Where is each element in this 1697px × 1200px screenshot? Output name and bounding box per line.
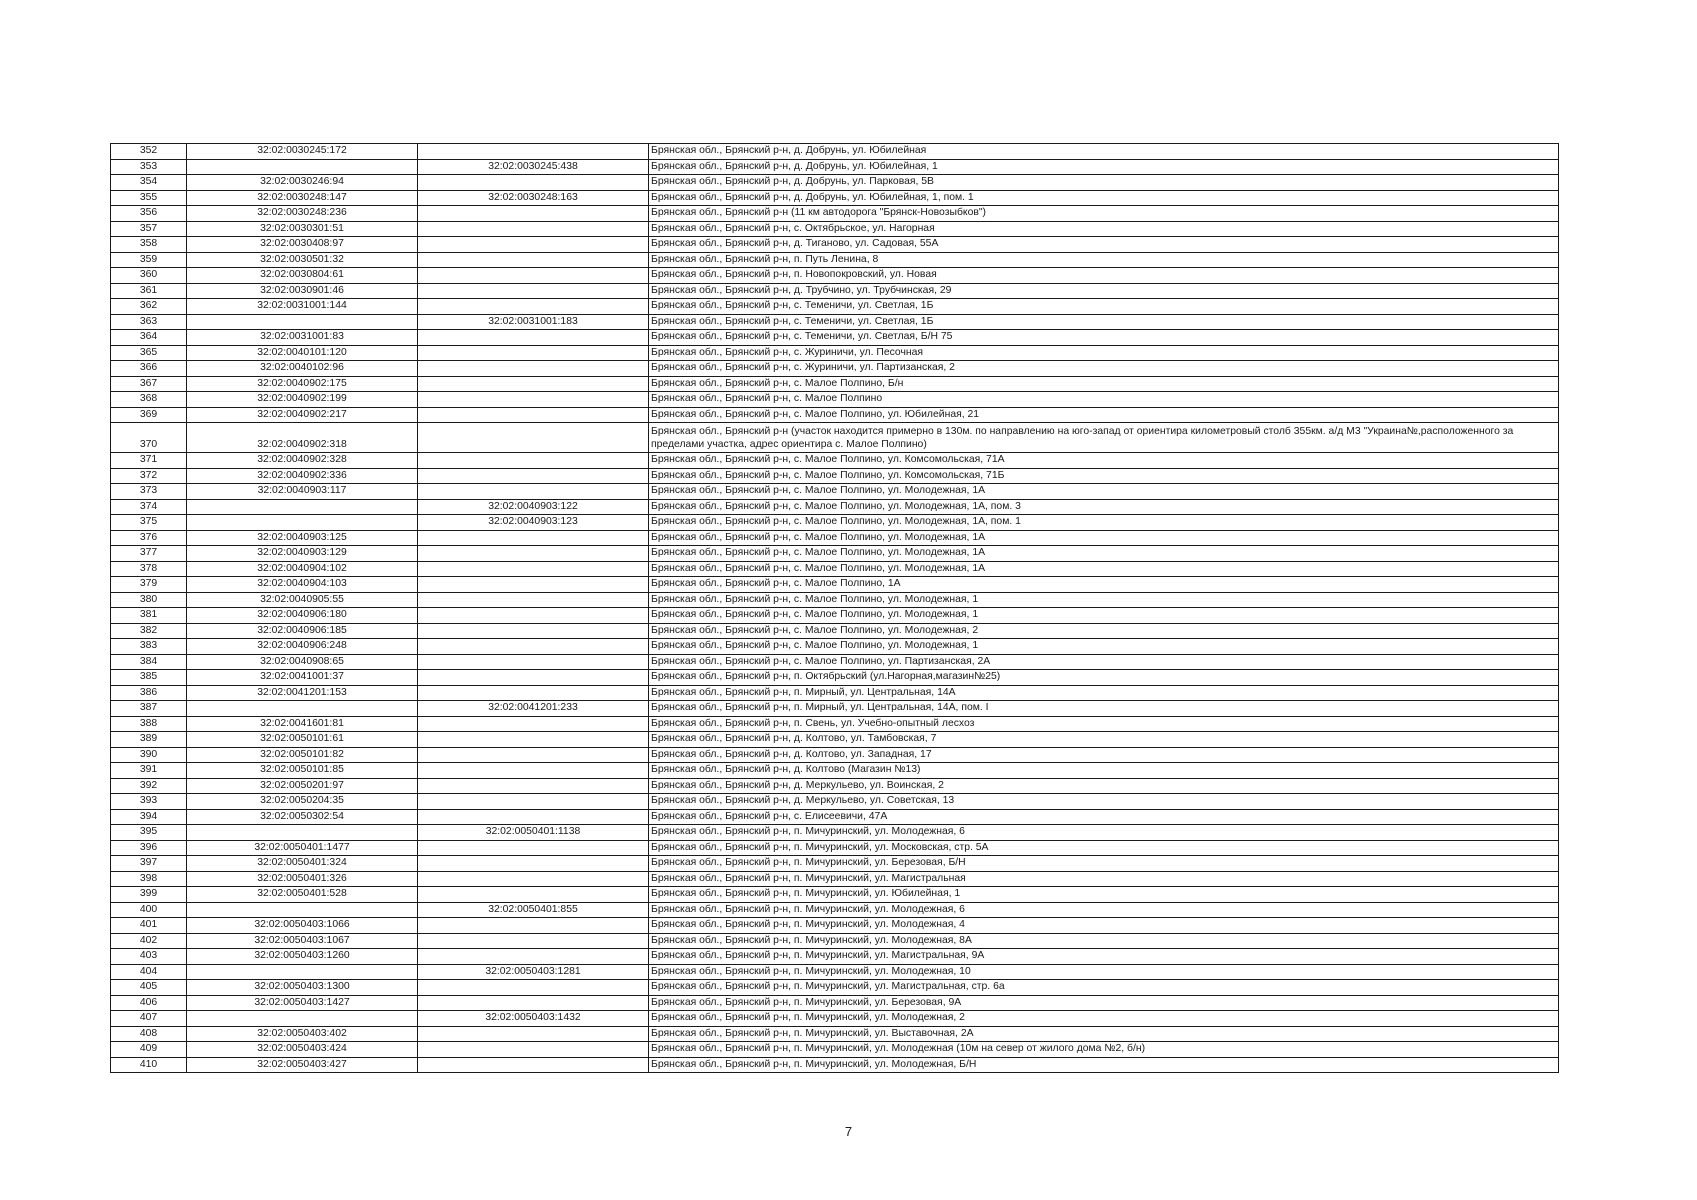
table-row (111, 592, 1559, 608)
premises-cadastral-number-cell (418, 530, 649, 546)
row-number-cell: 385 (111, 670, 187, 686)
address-cell: Брянская обл., Брянский р-н, п. Мичуринский, ул. Березовая, 9А (649, 995, 1559, 1011)
row-number-cell: 378 (111, 561, 187, 577)
premises-cadastral-number-cell (418, 670, 649, 686)
table-row (111, 407, 1559, 423)
cadastral-number-cell (187, 159, 418, 175)
cadastral-number-cell: 32:02:0040902:175 (187, 376, 418, 392)
table-row (111, 1026, 1559, 1042)
cadastral-number-cell: 32:02:0040908:65 (187, 654, 418, 670)
premises-cadastral-number-cell (418, 361, 649, 377)
table-row (111, 144, 1559, 160)
address-cell: Брянская обл., Брянский р-н, п. Мичуринский, ул. Молодежная, Б/Н (649, 1057, 1559, 1073)
address-cell: Брянская обл., Брянский р-н, п. Мичуринский, ул. Магистральная (649, 871, 1559, 887)
cadastral-number-cell: 32:02:0040102:96 (187, 361, 418, 377)
row-number-cell: 390 (111, 747, 187, 763)
premises-cadastral-number-cell (418, 468, 649, 484)
row-number-cell: 359 (111, 252, 187, 268)
table-row (111, 670, 1559, 686)
cadastral-number-cell: 32:02:0030301:51 (187, 221, 418, 237)
address-cell: Брянская обл., Брянский р-н, с. Малое Полпино, ул. Комсомольская, 71А (649, 453, 1559, 469)
table-row (111, 484, 1559, 500)
address-cell: Брянская обл., Брянский р-н, с. Малое Полпино, 1А (649, 577, 1559, 593)
cadastral-number-cell: 32:02:0041601:81 (187, 716, 418, 732)
premises-cadastral-number-cell (418, 980, 649, 996)
row-number-cell: 403 (111, 949, 187, 965)
address-cell: Брянская обл., Брянский р-н, с. Малое Полпино, ул. Юбилейная, 21 (649, 407, 1559, 423)
row-number-cell: 377 (111, 546, 187, 562)
cadastral-number-cell: 32:02:0040903:117 (187, 484, 418, 500)
cadastral-number-cell (187, 964, 418, 980)
table-row (111, 716, 1559, 732)
premises-cadastral-number-cell (418, 237, 649, 253)
table-row (111, 468, 1559, 484)
cadastral-number-cell: 32:02:0050403:424 (187, 1042, 418, 1058)
premises-cadastral-number-cell (418, 453, 649, 469)
premises-cadastral-number-cell (418, 639, 649, 655)
table-row (111, 299, 1559, 315)
address-cell: Брянская обл., Брянский р-н, п. Мирный, ул. Центральная, 14А, пом. I (649, 701, 1559, 717)
row-number-cell: 375 (111, 515, 187, 531)
premises-cadastral-number-cell (418, 840, 649, 856)
table-row (111, 732, 1559, 748)
cadastral-number-cell (187, 499, 418, 515)
table-row (111, 221, 1559, 237)
address-cell: Брянская обл., Брянский р-н, п. Мичуринский, ул. Магистральная, стр. 6а (649, 980, 1559, 996)
registry-table-body (111, 144, 1559, 1073)
cadastral-number-cell: 32:02:0050401:326 (187, 871, 418, 887)
premises-cadastral-number-cell (418, 144, 649, 160)
row-number-cell: 397 (111, 856, 187, 872)
table-row (111, 608, 1559, 624)
premises-cadastral-number-cell (418, 561, 649, 577)
row-number-cell: 355 (111, 190, 187, 206)
row-number-cell: 388 (111, 716, 187, 732)
address-cell: Брянская обл., Брянский р-н, п. Мичуринский, ул. Юбилейная, 1 (649, 887, 1559, 903)
row-number-cell: 367 (111, 376, 187, 392)
premises-cadastral-number-cell (418, 423, 649, 453)
address-cell: Брянская обл., Брянский р-н (11 км автодорога "Брянск-Новозыбков") (649, 206, 1559, 222)
table-row (111, 747, 1559, 763)
address-cell: Брянская обл., Брянский р-н, п. Свень, ул. Учебно-опытный лесхоз (649, 716, 1559, 732)
table-row (111, 515, 1559, 531)
table-row (111, 283, 1559, 299)
address-cell: Брянская обл., Брянский р-н, п. Новопокровский, ул. Новая (649, 268, 1559, 284)
premises-cadastral-number-cell (418, 732, 649, 748)
table-row (111, 840, 1559, 856)
row-number-cell: 381 (111, 608, 187, 624)
address-cell: Брянская обл., Брянский р-н, с. Журиничи, ул. Песочная (649, 345, 1559, 361)
premises-cadastral-number-cell (418, 299, 649, 315)
table-row (111, 361, 1559, 377)
cadastral-number-cell: 32:02:0030901:46 (187, 283, 418, 299)
address-cell: Брянская обл., Брянский р-н, с. Малое Полпино, ул. Молодежная, 1 (649, 608, 1559, 624)
table-row (111, 871, 1559, 887)
table-row (111, 856, 1559, 872)
cadastral-number-cell: 32:02:0030501:32 (187, 252, 418, 268)
cadastral-number-cell: 32:02:0030248:147 (187, 190, 418, 206)
address-cell: Брянская обл., Брянский р-н, с. Малое Полпино, ул. Молодежная, 1А, пом. 1 (649, 515, 1559, 531)
premises-cadastral-number-cell (418, 654, 649, 670)
row-number-cell: 392 (111, 778, 187, 794)
table-row (111, 561, 1559, 577)
cadastral-number-cell: 32:02:0040902:318 (187, 423, 418, 453)
address-cell: Брянская обл., Брянский р-н, с. Малое Полпино, ул. Молодежная, 2 (649, 623, 1559, 639)
address-cell: Брянская обл., Брянский р-н, д. Колтово, ул. Тамбовская, 7 (649, 732, 1559, 748)
premises-cadastral-number-cell: 32:02:0040903:123 (418, 515, 649, 531)
premises-cadastral-number-cell: 32:02:0030245:438 (418, 159, 649, 175)
table-row (111, 685, 1559, 701)
row-number-cell: 371 (111, 453, 187, 469)
cadastral-number-cell: 32:02:0040903:125 (187, 530, 418, 546)
table-row (111, 237, 1559, 253)
row-number-cell: 387 (111, 701, 187, 717)
table-row (111, 623, 1559, 639)
row-number-cell: 384 (111, 654, 187, 670)
premises-cadastral-number-cell (418, 175, 649, 191)
row-number-cell: 405 (111, 980, 187, 996)
address-cell: Брянская обл., Брянский р-н, с. Теменичи, ул. Светлая, 1Б (649, 299, 1559, 315)
address-cell: Брянская обл., Брянский р-н, п. Мичуринский, ул. Выставочная, 2А (649, 1026, 1559, 1042)
address-cell: Брянская обл., Брянский р-н, д. Колтово (Магазин №13) (649, 763, 1559, 779)
row-number-cell: 356 (111, 206, 187, 222)
premises-cadastral-number-cell (418, 392, 649, 408)
cadastral-number-cell: 32:02:0040902:328 (187, 453, 418, 469)
table-row (111, 499, 1559, 515)
address-cell: Брянская обл., Брянский р-н, с. Теменичи, ул. Светлая, 1Б (649, 314, 1559, 330)
address-cell: Брянская обл., Брянский р-н, п. Мичуринский, ул. Московская, стр. 5А (649, 840, 1559, 856)
row-number-cell: 386 (111, 685, 187, 701)
address-cell: Брянская обл., Брянский р-н, п. Путь Ленина, 8 (649, 252, 1559, 268)
premises-cadastral-number-cell (418, 763, 649, 779)
cadastral-number-cell: 32:02:0030245:172 (187, 144, 418, 160)
table-row (111, 252, 1559, 268)
row-number-cell: 401 (111, 918, 187, 934)
table-row (111, 964, 1559, 980)
cadastral-number-cell: 32:02:0040902:336 (187, 468, 418, 484)
cadastral-number-cell: 32:02:0041001:37 (187, 670, 418, 686)
table-row (111, 206, 1559, 222)
row-number-cell: 374 (111, 499, 187, 515)
cadastral-number-cell: 32:02:0040905:55 (187, 592, 418, 608)
address-cell: Брянская обл., Брянский р-н, с. Малое Полпино, ул. Партизанская, 2А (649, 654, 1559, 670)
cadastral-number-cell: 32:02:0040906:180 (187, 608, 418, 624)
premises-cadastral-number-cell (418, 716, 649, 732)
row-number-cell: 402 (111, 933, 187, 949)
cadastral-number-cell (187, 314, 418, 330)
row-number-cell: 373 (111, 484, 187, 500)
table-row (111, 376, 1559, 392)
premises-cadastral-number-cell (418, 778, 649, 794)
premises-cadastral-number-cell: 32:02:0050401:1138 (418, 825, 649, 841)
row-number-cell: 395 (111, 825, 187, 841)
table-row (111, 794, 1559, 810)
address-cell: Брянская обл., Брянский р-н, п. Мичуринский, ул. Молодежная, 10 (649, 964, 1559, 980)
table-row (111, 995, 1559, 1011)
premises-cadastral-number-cell (418, 809, 649, 825)
cadastral-number-cell: 32:02:0030408:97 (187, 237, 418, 253)
address-cell: Брянская обл., Брянский р-н (участок находится примерно в 130м. по направлению на юго-запад от ориентира километровый столб 355км. а/д М3 "Украина№,расположенного за пределами участка, адрес ориентира с. Малое Полпино) (649, 423, 1559, 453)
table-row (111, 1011, 1559, 1027)
row-number-cell: 389 (111, 732, 187, 748)
row-number-cell: 409 (111, 1042, 187, 1058)
table-row (111, 825, 1559, 841)
row-number-cell: 391 (111, 763, 187, 779)
table-row (111, 546, 1559, 562)
premises-cadastral-number-cell (418, 933, 649, 949)
row-number-cell: 361 (111, 283, 187, 299)
cadastral-number-cell: 32:02:0050403:1066 (187, 918, 418, 934)
address-cell: Брянская обл., Брянский р-н, с. Журиничи, ул. Партизанская, 2 (649, 361, 1559, 377)
row-number-cell: 406 (111, 995, 187, 1011)
table-row (111, 933, 1559, 949)
row-number-cell: 394 (111, 809, 187, 825)
table-row (111, 453, 1559, 469)
row-number-cell: 398 (111, 871, 187, 887)
cadastral-number-cell: 32:02:0050401:324 (187, 856, 418, 872)
table-row (111, 175, 1559, 191)
cadastral-number-cell: 32:02:0040101:120 (187, 345, 418, 361)
premises-cadastral-number-cell (418, 685, 649, 701)
address-cell: Брянская обл., Брянский р-н, д. Меркульево, ул. Воинская, 2 (649, 778, 1559, 794)
premises-cadastral-number-cell: 32:02:0040903:122 (418, 499, 649, 515)
address-cell: Брянская обл., Брянский р-н, п. Мичуринский, ул. Молодежная, 4 (649, 918, 1559, 934)
address-cell: Брянская обл., Брянский р-н, п. Мичуринский, ул. Березовая, Б/Н (649, 856, 1559, 872)
cadastral-number-cell: 32:02:0050101:85 (187, 763, 418, 779)
table-row (111, 530, 1559, 546)
address-cell: Брянская обл., Брянский р-н, с. Малое Полпино, ул. Молодежная, 1А (649, 484, 1559, 500)
table-row (111, 392, 1559, 408)
premises-cadastral-number-cell (418, 918, 649, 934)
cadastral-number-cell: 32:02:0050201:97 (187, 778, 418, 794)
table-row (111, 918, 1559, 934)
row-number-cell: 382 (111, 623, 187, 639)
premises-cadastral-number-cell (418, 608, 649, 624)
address-cell: Брянская обл., Брянский р-н, д. Добрунь, ул. Юбилейная, 1 (649, 159, 1559, 175)
cadastral-number-cell: 32:02:0030248:236 (187, 206, 418, 222)
row-number-cell: 362 (111, 299, 187, 315)
premises-cadastral-number-cell (418, 1057, 649, 1073)
row-number-cell: 399 (111, 887, 187, 903)
row-number-cell: 353 (111, 159, 187, 175)
address-cell: Брянская обл., Брянский р-н, с. Малое Полпино, ул. Молодежная, 1А (649, 530, 1559, 546)
table-row (111, 701, 1559, 717)
cadastral-number-cell (187, 1011, 418, 1027)
cadastral-number-cell: 32:02:0050401:528 (187, 887, 418, 903)
page-number: 7 (844, 1124, 853, 1139)
cadastral-number-cell: 32:02:0040903:129 (187, 546, 418, 562)
address-cell: Брянская обл., Брянский р-н, с. Теменичи, ул. Светлая, Б/Н 75 (649, 330, 1559, 346)
row-number-cell: 357 (111, 221, 187, 237)
premises-cadastral-number-cell (418, 268, 649, 284)
registry-table (110, 143, 1559, 1073)
row-number-cell: 352 (111, 144, 187, 160)
premises-cadastral-number-cell: 32:02:0031001:183 (418, 314, 649, 330)
address-cell: Брянская обл., Брянский р-н, с. Малое Полпино (649, 392, 1559, 408)
address-cell: Брянская обл., Брянский р-н, с. Малое Полпино, ул. Комсомольская, 71Б (649, 468, 1559, 484)
table-row (111, 1057, 1559, 1073)
cadastral-number-cell: 32:02:0050403:402 (187, 1026, 418, 1042)
cadastral-number-cell: 32:02:0040904:103 (187, 577, 418, 593)
premises-cadastral-number-cell (418, 871, 649, 887)
cadastral-number-cell (187, 515, 418, 531)
row-number-cell: 363 (111, 314, 187, 330)
table-row (111, 190, 1559, 206)
address-cell: Брянская обл., Брянский р-н, д. Тиганово, ул. Садовая, 55А (649, 237, 1559, 253)
premises-cadastral-number-cell (418, 345, 649, 361)
premises-cadastral-number-cell (418, 206, 649, 222)
address-cell: Брянская обл., Брянский р-н, п. Мичуринский, ул. Молодежная, 6 (649, 825, 1559, 841)
premises-cadastral-number-cell (418, 1042, 649, 1058)
premises-cadastral-number-cell (418, 376, 649, 392)
cadastral-number-cell: 32:02:0050401:1477 (187, 840, 418, 856)
table-row (111, 1042, 1559, 1058)
row-number-cell: 410 (111, 1057, 187, 1073)
premises-cadastral-number-cell: 32:02:0050403:1432 (418, 1011, 649, 1027)
address-cell: Брянская обл., Брянский р-н, п. Мичуринский, ул. Молодежная (10м на север от жилого дома №2, б/н) (649, 1042, 1559, 1058)
premises-cadastral-number-cell: 32:02:0030248:163 (418, 190, 649, 206)
table-row (111, 268, 1559, 284)
cadastral-number-cell: 32:02:0040902:199 (187, 392, 418, 408)
cadastral-number-cell: 32:02:0050101:61 (187, 732, 418, 748)
premises-cadastral-number-cell: 32:02:0050403:1281 (418, 964, 649, 980)
table-row (111, 654, 1559, 670)
address-cell: Брянская обл., Брянский р-н, с. Октябрьское, ул. Нагорная (649, 221, 1559, 237)
address-cell: Брянская обл., Брянский р-н, д. Добрунь, ул. Юбилейная, 1, пом. 1 (649, 190, 1559, 206)
premises-cadastral-number-cell (418, 887, 649, 903)
address-cell: Брянская обл., Брянский р-н, с. Малое Полпино, ул. Молодежная, 1 (649, 639, 1559, 655)
address-cell: Брянская обл., Брянский р-н, с. Малое Полпино, ул. Молодежная, 1 (649, 592, 1559, 608)
cadastral-number-cell: 32:02:0040906:185 (187, 623, 418, 639)
table-row (111, 577, 1559, 593)
cadastral-number-cell: 32:02:0030804:61 (187, 268, 418, 284)
cadastral-number-cell: 32:02:0030246:94 (187, 175, 418, 191)
address-cell: Брянская обл., Брянский р-н, с. Малое Полпино, ул. Молодежная, 1А (649, 561, 1559, 577)
table-row (111, 887, 1559, 903)
row-number-cell: 354 (111, 175, 187, 191)
address-cell: Брянская обл., Брянский р-н, п. Мичуринский, ул. Магистральная, 9А (649, 949, 1559, 965)
row-number-cell: 380 (111, 592, 187, 608)
premises-cadastral-number-cell (418, 856, 649, 872)
table-row (111, 159, 1559, 175)
premises-cadastral-number-cell (418, 794, 649, 810)
row-number-cell: 400 (111, 902, 187, 918)
row-number-cell: 396 (111, 840, 187, 856)
row-number-cell: 370 (111, 423, 187, 453)
table-row (111, 345, 1559, 361)
cadastral-number-cell: 32:02:0050204:35 (187, 794, 418, 810)
table-row (111, 980, 1559, 996)
cadastral-number-cell: 32:02:0050101:82 (187, 747, 418, 763)
cadastral-number-cell: 32:02:0041201:153 (187, 685, 418, 701)
table-row (111, 809, 1559, 825)
address-cell: Брянская обл., Брянский р-н, д. Меркульево, ул. Советская, 13 (649, 794, 1559, 810)
premises-cadastral-number-cell (418, 623, 649, 639)
premises-cadastral-number-cell (418, 484, 649, 500)
table-row (111, 778, 1559, 794)
row-number-cell: 404 (111, 964, 187, 980)
cadastral-number-cell: 32:02:0031001:83 (187, 330, 418, 346)
address-cell: Брянская обл., Брянский р-н, д. Добрунь, ул. Парковая, 5В (649, 175, 1559, 191)
premises-cadastral-number-cell (418, 407, 649, 423)
cadastral-number-cell: 32:02:0050403:1300 (187, 980, 418, 996)
cadastral-number-cell: 32:02:0040902:217 (187, 407, 418, 423)
cadastral-number-cell: 32:02:0050403:1427 (187, 995, 418, 1011)
table-row (111, 314, 1559, 330)
cadastral-number-cell: 32:02:0040906:248 (187, 639, 418, 655)
cadastral-number-cell (187, 902, 418, 918)
row-number-cell: 360 (111, 268, 187, 284)
premises-cadastral-number-cell (418, 577, 649, 593)
row-number-cell: 364 (111, 330, 187, 346)
table-row (111, 423, 1559, 453)
premises-cadastral-number-cell (418, 1026, 649, 1042)
cadastral-number-cell: 32:02:0050403:1067 (187, 933, 418, 949)
address-cell: Брянская обл., Брянский р-н, с. Малое Полпино, Б/н (649, 376, 1559, 392)
cadastral-number-cell (187, 701, 418, 717)
cadastral-number-cell: 32:02:0050302:54 (187, 809, 418, 825)
address-cell: Брянская обл., Брянский р-н, д. Добрунь, ул. Юбилейная (649, 144, 1559, 160)
cadastral-number-cell: 32:02:0031001:144 (187, 299, 418, 315)
table-row (111, 902, 1559, 918)
row-number-cell: 376 (111, 530, 187, 546)
cadastral-number-cell: 32:02:0050403:427 (187, 1057, 418, 1073)
premises-cadastral-number-cell (418, 283, 649, 299)
row-number-cell: 383 (111, 639, 187, 655)
cadastral-number-cell: 32:02:0040904:102 (187, 561, 418, 577)
address-cell: Брянская обл., Брянский р-н, п. Мирный, ул. Центральная, 14А (649, 685, 1559, 701)
premises-cadastral-number-cell (418, 546, 649, 562)
address-cell: Брянская обл., Брянский р-н, п. Октябрьский (ул.Нагорная,магазин№25) (649, 670, 1559, 686)
row-number-cell: 368 (111, 392, 187, 408)
row-number-cell: 366 (111, 361, 187, 377)
premises-cadastral-number-cell (418, 330, 649, 346)
address-cell: Брянская обл., Брянский р-н, д. Трубчино, ул. Трубчинская, 29 (649, 283, 1559, 299)
premises-cadastral-number-cell (418, 592, 649, 608)
row-number-cell: 407 (111, 1011, 187, 1027)
address-cell: Брянская обл., Брянский р-н, д. Колтово, ул. Западная, 17 (649, 747, 1559, 763)
premises-cadastral-number-cell: 32:02:0041201:233 (418, 701, 649, 717)
premises-cadastral-number-cell (418, 221, 649, 237)
premises-cadastral-number-cell (418, 252, 649, 268)
premises-cadastral-number-cell (418, 747, 649, 763)
row-number-cell: 393 (111, 794, 187, 810)
row-number-cell: 358 (111, 237, 187, 253)
row-number-cell: 408 (111, 1026, 187, 1042)
cadastral-number-cell (187, 825, 418, 841)
table-row (111, 330, 1559, 346)
premises-cadastral-number-cell (418, 949, 649, 965)
row-number-cell: 369 (111, 407, 187, 423)
row-number-cell: 372 (111, 468, 187, 484)
address-cell: Брянская обл., Брянский р-н, с. Малое Полпино, ул. Молодежная, 1А, пом. 3 (649, 499, 1559, 515)
address-cell: Брянская обл., Брянский р-н, с. Елисеевичи, 47А (649, 809, 1559, 825)
table-row (111, 949, 1559, 965)
address-cell: Брянская обл., Брянский р-н, п. Мичуринский, ул. Молодежная, 6 (649, 902, 1559, 918)
table-row (111, 763, 1559, 779)
premises-cadastral-number-cell (418, 995, 649, 1011)
premises-cadastral-number-cell: 32:02:0050401:855 (418, 902, 649, 918)
table-row (111, 639, 1559, 655)
row-number-cell: 379 (111, 577, 187, 593)
cadastral-number-cell: 32:02:0050403:1260 (187, 949, 418, 965)
address-cell: Брянская обл., Брянский р-н, с. Малое Полпино, ул. Молодежная, 1А (649, 546, 1559, 562)
address-cell: Брянская обл., Брянский р-н, п. Мичуринский, ул. Молодежная, 2 (649, 1011, 1559, 1027)
row-number-cell: 365 (111, 345, 187, 361)
address-cell: Брянская обл., Брянский р-н, п. Мичуринский, ул. Молодежная, 8А (649, 933, 1559, 949)
